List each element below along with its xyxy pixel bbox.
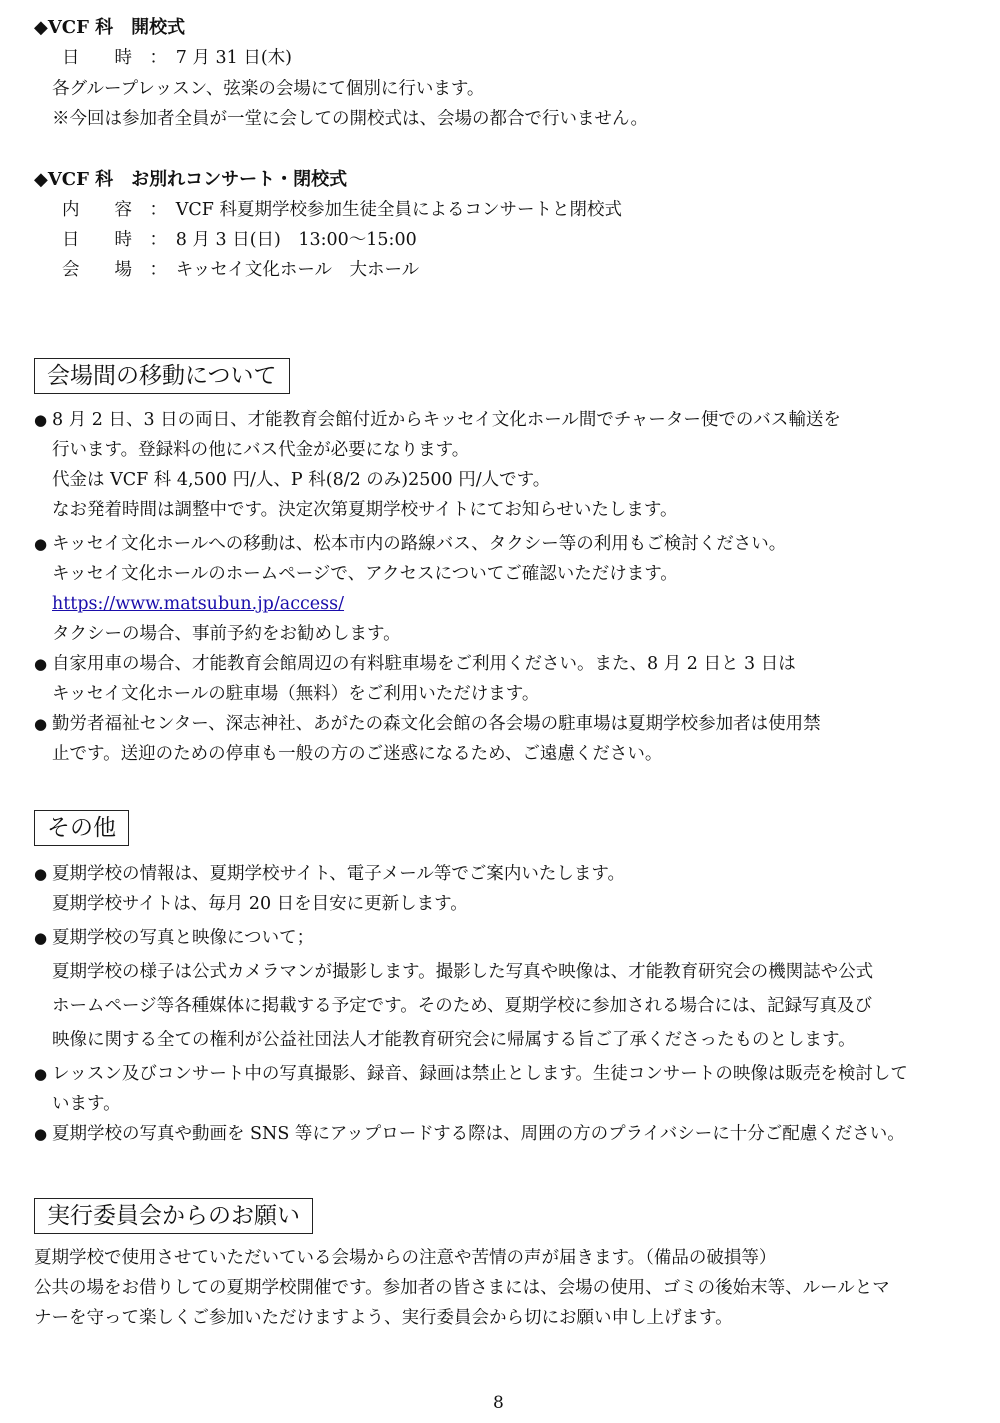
transport-section-title: 会場間の移動について	[34, 358, 290, 394]
opening-note-1: 各グループレッスン、弦楽の会場にて個別に行います。	[52, 79, 485, 99]
other-line-6: 映像に関する全ての権利が公益社団法人才能教育研究会に帰属する旨ご了承くださったものとします。	[52, 1030, 856, 1050]
request-line-2: 公共の場をお借りしての夏期学校開催です。参加者の皆さまには、会場の使用、ゴミの後始末等、ルールとマ	[34, 1278, 890, 1298]
bullet-icon: ●	[34, 655, 48, 673]
other-line-7: レッスン及びコンサート中の写真撮影、録音、録画は禁止とします。生徒コンサートの映像は販売を検討して	[52, 1064, 908, 1084]
transport-line-3: 代金は VCF 科 4,500 円/人、P 科(8/2 のみ)2500 円/人です。	[52, 470, 551, 490]
opening-note-2: ※今回は参加者全員が一堂に会しての開校式は、会場の都合で行いません。	[52, 109, 649, 129]
opening-ceremony-heading: ◆VCF 科 開校式	[34, 17, 186, 38]
transport-line-12: 止です。送迎のための停車も一般の方のご迷惑になるため、ご遠慮ください。	[52, 744, 663, 764]
transport-line-10: キッセイ文化ホールの駐車場（無料）をご利用いただけます。	[52, 684, 540, 704]
bullet-icon: ●	[34, 929, 48, 947]
farewell-venue-line: 会 場 ： キッセイ文化ホール 大ホール	[62, 260, 420, 280]
other-line-3: 夏期学校の写真と映像について；	[52, 928, 315, 948]
farewell-content-line: 内 容 ： VCF 科夏期学校参加生徒全員によるコンサートと閉校式	[62, 200, 622, 220]
bullet-icon: ●	[34, 411, 48, 429]
transport-line-9: 自家用車の場合、才能教育会館周辺の有料駐車場をご利用ください。また、8 月 2 日と 3 日は	[52, 654, 796, 674]
bullet-icon: ●	[34, 535, 48, 553]
bullet-icon: ●	[34, 715, 48, 733]
other-line-1: 夏期学校の情報は、夏期学校サイト、電子メール等でご案内いたします。	[52, 864, 625, 884]
farewell-concert-heading: ◆VCF 科 お別れコンサート・閉校式	[34, 169, 348, 190]
transport-line-8: タクシーの場合、事前予約をお勧めします。	[52, 624, 401, 644]
other-line-5: ホームページ等各種媒体に掲載する予定です。そのため、夏期学校に参加される場合には、記録写真及び	[52, 996, 873, 1016]
bullet-icon: ●	[34, 865, 48, 883]
request-line-3: ナーを守って楽しくご参加いただけますよう、実行委員会から切にお願い申し上げます。	[34, 1308, 733, 1328]
request-line-1: 夏期学校で使用させていただいている会場からの注意や苦情の声が届きます。（備品の破損等）	[34, 1248, 777, 1268]
bullet-icon: ●	[34, 1125, 48, 1143]
transport-line-5: キッセイ文化ホールへの移動は、松本市内の路線バス、タクシー等の利用もご検討ください。	[52, 534, 787, 554]
other-line-8: います。	[52, 1094, 121, 1114]
transport-line-6: キッセイ文化ホールのホームページで、アクセスについてご確認いただけます。	[52, 564, 678, 584]
other-line-2: 夏期学校サイトは、毎月 20 日を目安に更新します。	[52, 894, 468, 914]
bullet-icon: ●	[34, 1065, 48, 1083]
farewell-date-line: 日 時 ： 8 月 3 日(日) 13:00～15:00	[62, 230, 417, 250]
transport-line-2: 行います。登録料の他にバス代金が必要になります。	[52, 440, 470, 460]
other-section-title: その他	[34, 810, 129, 846]
other-line-4: 夏期学校の様子は公式カメラマンが撮影します。撮影した写真や映像は、才能教育研究会の機関誌や公式	[52, 962, 874, 982]
transport-line-11: 勤労者福祉センター、深志神社、あがたの森文化会館の各会場の駐車場は夏期学校参加者は使用禁	[52, 714, 821, 734]
other-line-9: 夏期学校の写真や動画を SNS 等にアップロードする際は、周囲の方のプライバシーに十分ご配慮ください。	[52, 1124, 905, 1144]
transport-line-4: なお発着時間は調整中です。決定次第夏期学校サイトにてお知らせいたします。	[52, 500, 678, 520]
access-link[interactable]: https://www.matsubun.jp/access/	[52, 594, 345, 614]
request-section-title: 実行委員会からのお願い	[34, 1198, 313, 1234]
opening-date-line: 日 時 ： 7 月 31 日(木)	[62, 48, 292, 68]
transport-line-1: 8 月 2 日、3 日の両日、才能教育会館付近からキッセイ文化ホール間でチャーター便でのバス輸送を	[52, 410, 841, 430]
page-number: 8	[493, 1393, 504, 1413]
